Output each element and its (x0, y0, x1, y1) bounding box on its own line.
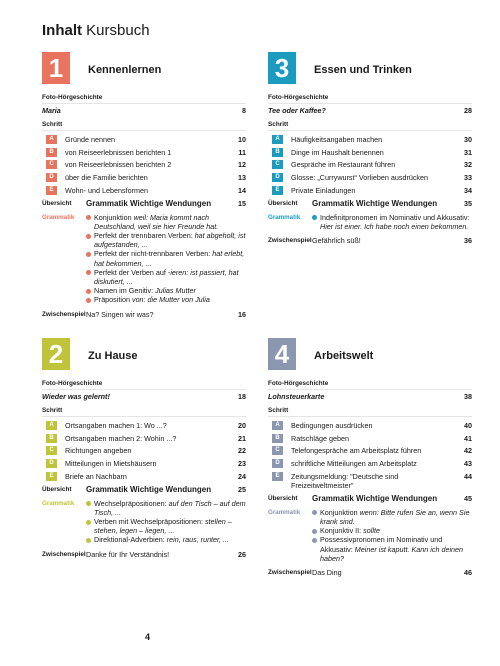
step-left (268, 459, 417, 468)
grammar-example: weil: Maria kommt nach Deutschland, weil sie hier Freunde hat. (94, 212, 219, 231)
step-page: 33 (464, 173, 472, 183)
chapter-header (268, 52, 472, 88)
story-label: Foto-Hörgeschichte (42, 380, 246, 390)
chapter-2 (42, 338, 246, 559)
grammar-example: sollte (363, 526, 380, 536)
bullet-icon (86, 289, 91, 294)
interlude-text: Danke für Ihr Verständnis! (86, 549, 170, 559)
grammar-term: Namen im Genitiv: (94, 286, 156, 296)
grammar-list (86, 213, 246, 305)
interlude-page: 36 (464, 236, 472, 245)
story-title: Maria (42, 106, 61, 115)
step-badge: E (46, 472, 57, 481)
overview-page: 15 (238, 199, 246, 209)
page-number: 4 (145, 632, 151, 642)
step-badge: B (46, 434, 57, 443)
step-badge: D (46, 173, 57, 182)
story-page: 28 (464, 106, 472, 115)
chapter-title: Arbeitswelt (314, 350, 374, 362)
chapter-number-badge: 3 (268, 52, 296, 84)
step-row (268, 446, 472, 455)
grammar-text (94, 295, 210, 304)
grammar-item (312, 526, 472, 535)
step-row (268, 135, 472, 144)
overview-row (268, 494, 472, 503)
grammar-text (320, 526, 380, 535)
bullet-icon (86, 538, 91, 543)
grammar-text (94, 213, 246, 231)
chapter-number-badge: 2 (42, 338, 70, 370)
step-page: 20 (238, 420, 246, 430)
interlude-text: Na? Singen wir was? (86, 309, 154, 319)
interlude-page: 46 (464, 568, 472, 578)
grammar-list (312, 213, 472, 231)
grammar-item (312, 535, 472, 563)
interlude-label: Zwischenspiel (268, 237, 312, 244)
overview-text: Grammatik Wichtige Wendungen (86, 485, 212, 495)
chapter-3 (268, 52, 472, 245)
grammar-item (312, 213, 472, 231)
bullet-icon (86, 252, 91, 257)
step-left (42, 160, 171, 169)
chapter-1 (42, 52, 246, 319)
step-page: 43 (464, 459, 472, 469)
interlude-text: Das Ding (312, 568, 342, 578)
grammar-term: Perfekt der Verben auf (94, 267, 168, 277)
step-row (42, 173, 246, 182)
step-left (42, 186, 148, 195)
grammar-text (94, 249, 246, 267)
chapter-title: Zu Hause (88, 350, 138, 362)
overview-label: Übersicht (42, 486, 72, 494)
chapter-title: Kennenlernen (88, 64, 162, 76)
step-text: Mitteilungen in Mietshäusern (65, 459, 157, 469)
bullet-icon (86, 234, 91, 239)
grammar-text (320, 213, 472, 231)
grammar-example: Julias Mutter (155, 286, 196, 296)
overview-text: Grammatik Wichtige Wendungen (312, 494, 438, 504)
bullet-icon (86, 520, 91, 525)
grammar-text (320, 535, 472, 563)
step-row (268, 434, 472, 443)
step-row (42, 160, 246, 169)
step-left (268, 173, 428, 182)
interlude-page: 26 (238, 549, 246, 559)
interlude-label: Zwischenspiel (42, 550, 86, 558)
bullet-icon (312, 529, 317, 534)
step-label: Schritt (42, 407, 246, 417)
step-row (42, 434, 246, 443)
grammar-text (320, 508, 472, 526)
grammar-item (86, 249, 246, 267)
step-text: Dinge im Haushalt benennen (291, 147, 384, 157)
page-title: Inhalt Kursbuch (42, 22, 150, 39)
grammar-example: stellen – stehen, legen – liegen, ... (94, 517, 232, 536)
grammar-example: auf den Tisch – auf dem Tisch, ... (94, 498, 246, 517)
overview-label: Übersicht (268, 200, 298, 208)
step-page: 22 (238, 446, 246, 456)
step-left (268, 421, 373, 430)
step-text: Bedingungen ausdrücken (291, 420, 373, 430)
grammar-example: hat abgeholt, ist aufgestanden, ... (94, 231, 246, 250)
grammar-item (86, 535, 246, 544)
step-row (268, 421, 472, 430)
grammar-example: Meiner ist kaputt. Kann ich deinen haben? (320, 544, 464, 563)
step-badge: B (46, 148, 57, 157)
step-row (42, 459, 246, 468)
step-text: Ratschläge geben (291, 433, 349, 443)
overview-page: 45 (464, 494, 472, 504)
grammar-term: Verben mit Wechselpräpositionen: (94, 517, 205, 526)
grammar-label: Grammatik (42, 213, 75, 221)
overview-label: Übersicht (42, 200, 72, 208)
step-badge: B (272, 148, 283, 157)
step-label: Schritt (268, 121, 472, 131)
step-page: 10 (238, 134, 246, 144)
step-badge: A (272, 135, 283, 144)
story-label: Foto-Hörgeschichte (42, 94, 246, 104)
story-row (42, 104, 246, 115)
overview-page: 35 (464, 199, 472, 209)
grammar-block (42, 499, 246, 545)
grammar-item (86, 286, 246, 295)
step-page: 12 (238, 160, 246, 170)
step-row (42, 472, 246, 481)
grammar-item (86, 295, 246, 304)
story-title: Tee oder Kaffee? (268, 106, 326, 115)
step-badge: D (272, 459, 283, 468)
interlude-text: Gefährlich süß! (312, 236, 361, 245)
grammar-item (86, 517, 246, 535)
grammar-label: Grammatik (268, 213, 301, 221)
step-text: Private Einladungen (291, 185, 356, 195)
grammar-example: hat erlebt, hat bekommen, ... (94, 249, 245, 268)
step-left (42, 173, 148, 182)
step-page: 40 (464, 420, 472, 430)
story-page: 18 (238, 392, 246, 401)
chapter-header (42, 338, 246, 374)
interlude-row (268, 568, 472, 577)
step-text: Richtungen angeben (65, 446, 132, 456)
grammar-text (94, 286, 196, 295)
step-badge: C (46, 446, 57, 455)
step-text: Ortsangaben machen 1: Wo ...? (65, 420, 167, 430)
step-left (268, 160, 395, 169)
grammar-term: Konjunktiv II: (320, 526, 364, 536)
grammar-item (86, 499, 246, 517)
step-page: 42 (464, 446, 472, 456)
grammar-text (94, 231, 246, 249)
grammar-term: Perfekt der trennbaren Verben: (94, 231, 195, 240)
grammar-list (86, 499, 246, 545)
step-left (42, 472, 127, 481)
step-row (42, 446, 246, 455)
grammar-term: Konjunktion (320, 507, 360, 517)
step-text: Wohn- und Lebensformen (65, 185, 148, 195)
bullet-icon (86, 501, 91, 506)
grammar-term: Wechselpräpositionen: (94, 498, 169, 508)
step-badge: E (46, 186, 57, 195)
grammar-text (94, 535, 229, 544)
step-row (42, 186, 246, 195)
step-left (268, 434, 349, 443)
interlude-row (42, 550, 246, 559)
step-left (268, 148, 384, 157)
overview-label: Übersicht (268, 495, 298, 503)
step-page: 31 (464, 147, 472, 157)
grammar-example: wenn: Bitte rufen Sie an, wenn Sie krank sind. (320, 507, 470, 526)
step-page: 14 (238, 185, 246, 195)
step-badge: B (272, 434, 283, 443)
interlude-row (42, 310, 246, 319)
grammar-item (86, 231, 246, 249)
step-badge: A (272, 421, 283, 430)
step-badge: D (46, 459, 57, 468)
step-left (42, 446, 131, 455)
grammar-example: rein, raus, runter, ... (166, 535, 230, 545)
step-text: Häufigkeitsangaben machen (291, 134, 383, 144)
step-text: Gespräche im Restaurant führen (291, 160, 396, 170)
step-text: Ortsangaben machen 2: Wohin ...? (65, 433, 177, 443)
step-left (42, 148, 171, 157)
story-row (42, 390, 246, 401)
step-badge: A (46, 421, 57, 430)
story-label: Foto-Hörgeschichte (268, 94, 472, 104)
step-badge: E (272, 186, 283, 195)
overview-text: Grammatik Wichtige Wendungen (86, 199, 212, 209)
step-row (268, 148, 472, 157)
step-badge: E (272, 472, 283, 481)
bullet-icon (86, 215, 91, 220)
step-page: 41 (464, 433, 472, 443)
grammar-term: Indefinitpronomen im Nominativ und Akkusativ: (320, 212, 470, 222)
interlude-label: Zwischenspiel (268, 569, 312, 577)
step-badge: C (46, 160, 57, 169)
step-page: 23 (238, 459, 246, 469)
grammar-text (94, 268, 246, 286)
story-page: 38 (464, 392, 472, 401)
overview-row (42, 485, 246, 494)
step-text: Gründe nennen (65, 134, 115, 144)
grammar-item (312, 508, 472, 526)
step-left (268, 135, 382, 144)
step-left (42, 434, 176, 443)
step-left (42, 135, 115, 144)
chapter-header (268, 338, 472, 374)
step-row (268, 186, 472, 195)
story-title: Lohnsteuerkarte (268, 392, 325, 401)
step-row (42, 421, 246, 430)
interlude-row (268, 236, 472, 245)
step-text: von Reiseerlebnissen berichten 2 (65, 160, 172, 170)
grammar-term: Konjunktion (94, 212, 134, 222)
step-text: über die Familie berichten (65, 173, 148, 183)
interlude-page: 16 (238, 309, 246, 319)
grammar-label: Grammatik (42, 499, 75, 507)
step-row (42, 135, 246, 144)
chapter-title: Essen und Trinken (314, 64, 412, 76)
step-left (42, 421, 167, 430)
step-label: Schritt (42, 121, 246, 131)
step-row (42, 148, 246, 157)
step-left (268, 446, 421, 455)
step-label: Schritt (268, 407, 472, 417)
step-text: Zeitungsmeldung: "Deutsche sind Freizeitweltmeister" (291, 471, 399, 491)
step-row (268, 472, 472, 490)
bullet-icon (312, 538, 317, 543)
grammar-term: Possessivpronomen im Nominativ und Akkusativ: (320, 535, 443, 554)
step-left (268, 186, 355, 195)
grammar-example: von: die Mutter von Julia (131, 295, 210, 305)
grammar-text (94, 499, 246, 517)
step-text: Briefe an Nachbarn (65, 471, 127, 481)
overview-row (268, 199, 472, 208)
grammar-example: -ieren: ist passiert, hat diskutiert, ... (94, 267, 239, 287)
story-row (268, 390, 472, 401)
step-left (268, 472, 456, 490)
grammar-item (86, 213, 246, 231)
grammar-example: Hier ist einer. Ich habe noch einen bekommen. (320, 221, 469, 231)
step-page: 24 (238, 471, 246, 481)
story-row (268, 104, 472, 115)
overview-text: Grammatik Wichtige Wendungen (312, 199, 438, 209)
chapter-number-badge: 1 (42, 52, 70, 84)
step-left (42, 459, 157, 468)
story-page: 8 (242, 106, 246, 115)
bullet-icon (86, 270, 91, 275)
grammar-item (86, 268, 246, 286)
step-text: schriftliche Mitteilungen am Arbeitsplatz (291, 459, 417, 469)
grammar-term: Präposition (94, 295, 132, 305)
grammar-text (94, 517, 246, 535)
step-text: von Reiseerlebnissen berichten 1 (65, 147, 172, 157)
bullet-icon (312, 215, 317, 220)
step-text: Glosse: „Currywurst“ Vorlieben ausdrücken (291, 173, 429, 183)
grammar-block (268, 508, 472, 563)
grammar-block (42, 213, 246, 305)
chapter-number-badge: 4 (268, 338, 296, 370)
bullet-icon (312, 510, 317, 515)
step-page: 13 (238, 173, 246, 183)
step-badge: D (272, 173, 283, 182)
interlude-label: Zwischenspiel (42, 310, 86, 318)
story-title: Wieder was gelernt! (42, 392, 110, 401)
overview-row (42, 199, 246, 208)
step-row (268, 459, 472, 468)
chapter-4 (268, 338, 472, 577)
step-page: 30 (464, 134, 472, 144)
step-badge: C (272, 446, 283, 455)
grammar-block (268, 213, 472, 231)
grammar-list (312, 508, 472, 563)
overview-page: 25 (238, 485, 246, 495)
step-page: 32 (464, 160, 472, 170)
grammar-label: Grammatik (268, 508, 301, 516)
step-page: 11 (238, 147, 246, 157)
step-row (268, 160, 472, 169)
step-page: 21 (238, 433, 246, 443)
grammar-term: Perfekt der nicht-trennbaren Verben: (94, 249, 213, 259)
step-page: 44 (464, 471, 472, 481)
step-row (268, 173, 472, 182)
chapter-header (42, 52, 246, 88)
step-page: 34 (464, 185, 472, 195)
story-label: Foto-Hörgeschichte (268, 380, 472, 390)
step-badge: C (272, 160, 283, 169)
grammar-term: Direktional-Adverbien: (94, 535, 167, 545)
step-badge: A (46, 135, 57, 144)
step-text: Telefongespräche am Arbeitsplatz führen (291, 446, 422, 456)
bullet-icon (86, 298, 91, 303)
